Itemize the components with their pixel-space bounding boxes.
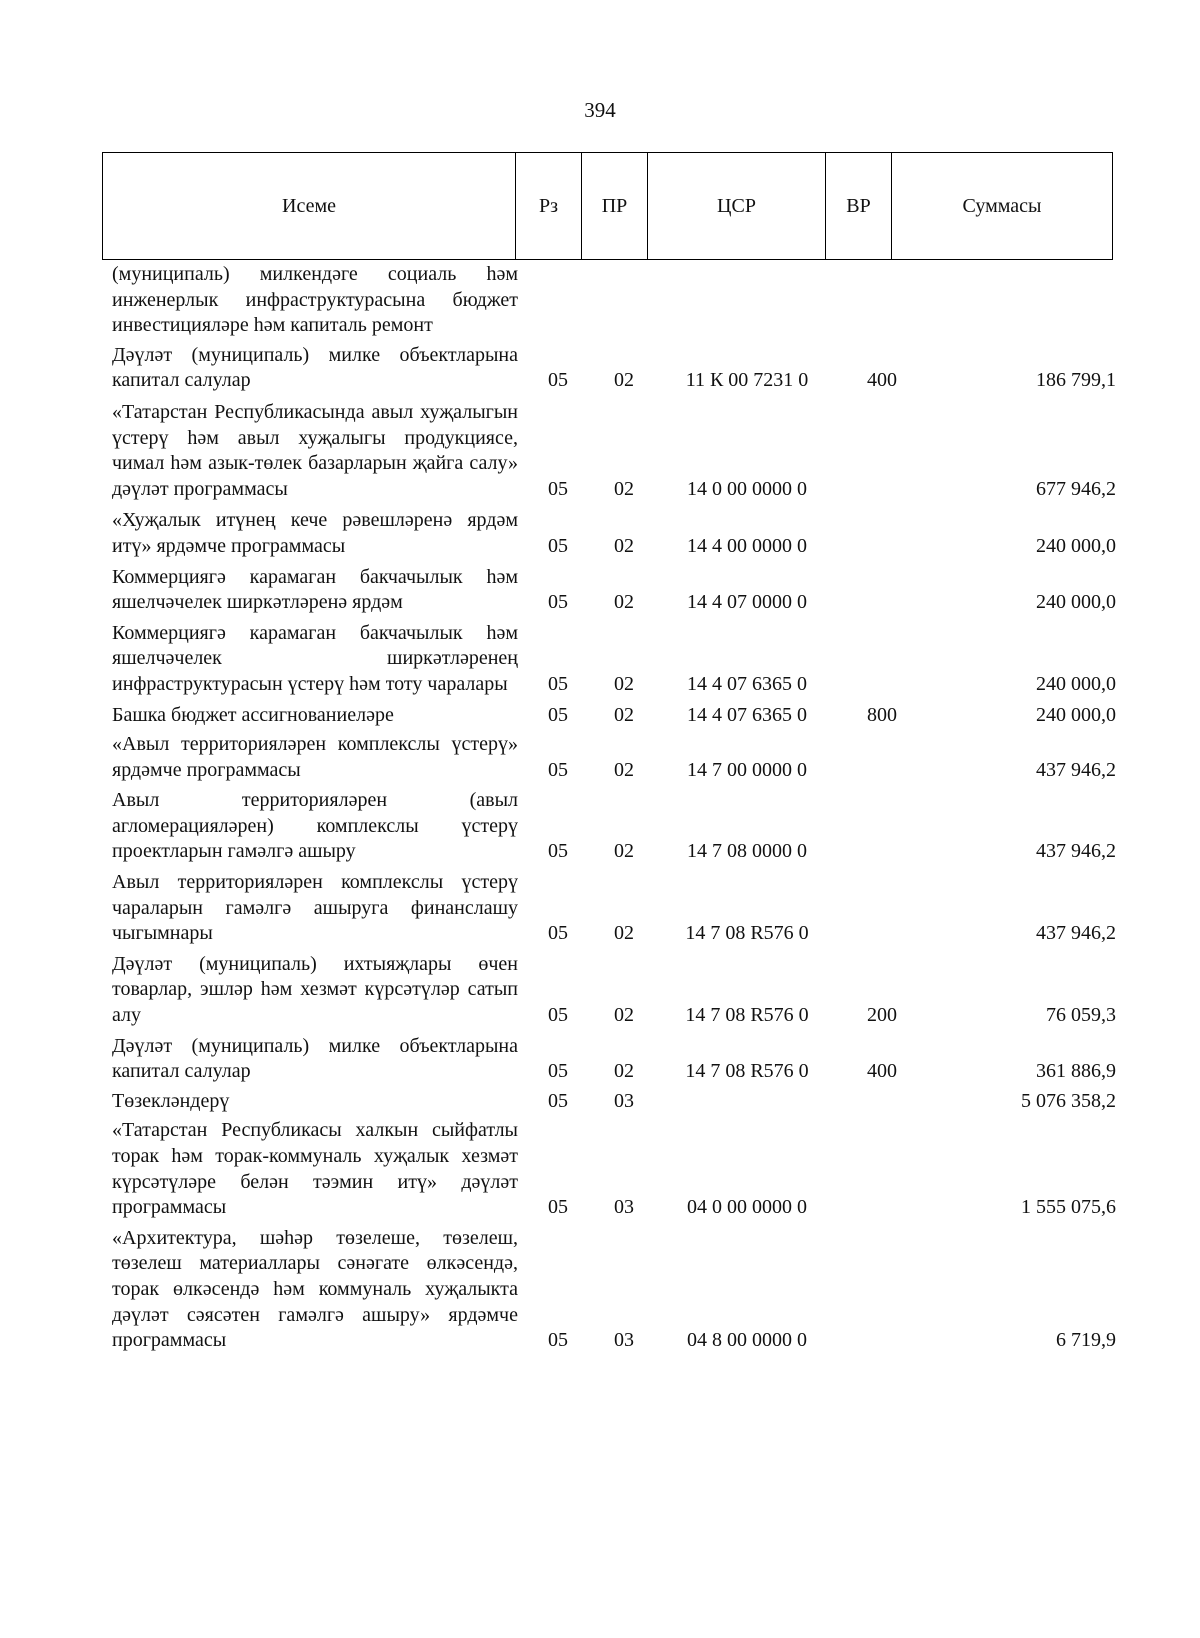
row-sum: 186 799,1 <box>1036 369 1116 392</box>
row-name: «Авыл территорияләрен комплекслы үстерү» ярдәмче программасы <box>112 733 518 781</box>
table-row <box>0 262 1200 339</box>
header-name: Исеме <box>103 153 516 260</box>
row-csr: 04 8 00 0000 0 <box>687 1329 807 1352</box>
row-pr: 02 <box>614 703 634 726</box>
row-rz: 05 <box>548 1089 568 1112</box>
row-csr: 14 4 07 6365 0 <box>687 703 807 726</box>
table-row <box>0 870 1200 947</box>
header-sum: Суммасы <box>892 153 1113 260</box>
row-csr: 14 7 08 R576 0 <box>685 1004 809 1027</box>
row-pr: 02 <box>614 1060 634 1083</box>
row-name: Авыл территорияләрен (авыл агломерацияләрен) комплекслы үстерү проектларын гамәлгә ашыру <box>112 789 518 863</box>
row-vr: 400 <box>867 1060 897 1083</box>
row-sum: 437 946,2 <box>1036 922 1116 945</box>
row-pr: 02 <box>614 840 634 863</box>
table-row <box>0 1034 1200 1085</box>
row-sum: 240 000,0 <box>1036 591 1116 614</box>
row-name: «Хуҗалык итүнең кече рәвешләренә ярдәм итү» ярдәмче программасы <box>112 509 518 557</box>
row-vr: 200 <box>867 1004 897 1027</box>
row-name: Башка бюджет ассигнованиеләре <box>112 703 394 726</box>
row-pr: 02 <box>614 922 634 945</box>
row-csr: 04 0 00 0000 0 <box>687 1196 807 1219</box>
row-sum: 437 946,2 <box>1036 840 1116 863</box>
row-pr: 02 <box>614 534 634 557</box>
row-sum: 1 555 075,6 <box>1021 1196 1116 1219</box>
row-name: «Архитектура, шәһәр төзелеше, төзелеш, төзелеш материаллары сәнәгате өлкәсендә, торак өлкәсендә һәм коммуналь хуҗалыкта дәүләт сәясәтен гамәлгә ашыру» ярдәмче программасы <box>112 1226 518 1352</box>
row-csr: 14 7 08 R576 0 <box>685 922 809 945</box>
row-rz: 05 <box>548 672 568 695</box>
table-row <box>0 952 1200 1029</box>
row-csr: 14 7 08 R576 0 <box>685 1060 809 1083</box>
row-name: Авыл территорияләрен комплекслы үстерү чараларын гамәлгә ашыруга финанслашу чыгымнары <box>112 871 518 945</box>
row-pr: 03 <box>614 1329 634 1352</box>
row-rz: 05 <box>548 1060 568 1083</box>
row-sum: 76 059,3 <box>1046 1004 1116 1027</box>
row-name: «Татарстан Республикасында авыл хуҗалыгын үстерү һәм авыл хуҗалыгы продукциясе, чимал һәм азык-төлек базарларын җайга салу» дәүләт программасы <box>112 400 518 500</box>
row-csr: 14 0 00 0000 0 <box>687 477 807 500</box>
row-vr: 800 <box>867 703 897 726</box>
row-csr: 14 4 07 0000 0 <box>687 591 807 614</box>
row-sum: 361 886,9 <box>1036 1060 1116 1083</box>
row-csr: 11 К 00 7231 0 <box>685 369 809 392</box>
table-row <box>0 1226 1200 1354</box>
row-name: Дәүләт (муниципаль) ихтыяҗлары өчен товарлар, эшләр һәм хезмәт күрсәтүләр сатып алу <box>112 952 518 1027</box>
table-row <box>0 703 1200 729</box>
row-sum: 5 076 358,2 <box>1021 1089 1116 1112</box>
row-rz: 05 <box>548 758 568 781</box>
row-pr: 03 <box>614 1196 634 1219</box>
header-csr: ЦСР <box>648 153 826 260</box>
row-name: Коммерциягә карамаган бакчачылык һәм яшелчәчелек ширкәтләренә ярдәм <box>112 565 518 614</box>
row-rz: 05 <box>548 1329 568 1352</box>
header-pr: ПР <box>582 153 648 260</box>
row-csr: 14 4 07 6365 0 <box>687 672 807 695</box>
row-name: «Татарстан Республикасы халкын сыйфатлы торак һәм торак-коммуналь хуҗалык хезмәт күрсәтүләре белән тәэмин итү» дәүләт программасы <box>112 1119 518 1219</box>
row-rz: 05 <box>548 477 568 500</box>
row-sum: 6 719,9 <box>1056 1329 1116 1352</box>
row-rz: 05 <box>548 369 568 392</box>
table-row <box>0 508 1200 559</box>
row-name: Дәүләт (муниципаль) милке объектларына капитал салулар <box>112 343 518 392</box>
table-row <box>0 1089 1200 1115</box>
table-row <box>0 621 1200 698</box>
table-header <box>102 152 1113 260</box>
table-row <box>0 343 1200 394</box>
header-rz: Рз <box>516 153 582 260</box>
row-rz: 05 <box>548 703 568 726</box>
row-csr: 14 4 00 0000 0 <box>687 534 807 557</box>
row-sum: 240 000,0 <box>1036 672 1116 695</box>
row-rz: 05 <box>548 922 568 945</box>
row-rz: 05 <box>548 840 568 863</box>
row-pr: 03 <box>614 1089 634 1112</box>
table-row <box>0 1118 1200 1220</box>
table-row <box>0 565 1200 616</box>
row-pr: 02 <box>614 477 634 500</box>
row-sum: 240 000,0 <box>1036 534 1116 557</box>
row-pr: 02 <box>614 1004 634 1027</box>
row-name: (муниципаль) милкендәге социаль һәм инженерлык инфраструктурасына бюджет инвестицияләре һәм капиталь ремонт <box>112 263 518 337</box>
row-csr: 14 7 08 0000 0 <box>687 840 807 863</box>
row-name: Төзекләндерү <box>112 1089 230 1112</box>
row-rz: 05 <box>548 534 568 557</box>
row-pr: 02 <box>614 758 634 781</box>
row-sum: 677 946,2 <box>1036 477 1116 500</box>
table-body <box>0 262 1200 1354</box>
row-name: Дәүләт (муниципаль) милке объектларына капитал салулар <box>112 1034 518 1083</box>
table-row <box>0 400 1200 502</box>
row-pr: 02 <box>614 672 634 695</box>
page-number: 394 <box>584 98 616 122</box>
row-name: Коммерциягә карамаган бакчачылык һәм яшелчәчелек ширкәтләренең инфраструктурасын үстерү һәм тоту чаралары <box>112 621 518 695</box>
row-sum: 437 946,2 <box>1036 758 1116 781</box>
row-pr: 02 <box>614 369 634 392</box>
row-rz: 05 <box>548 1004 568 1027</box>
table-row <box>0 732 1200 783</box>
row-vr: 400 <box>867 369 897 392</box>
row-sum: 240 000,0 <box>1036 703 1116 726</box>
row-pr: 02 <box>614 591 634 614</box>
row-rz: 05 <box>548 1196 568 1219</box>
table-row <box>0 788 1200 865</box>
row-csr: 14 7 00 0000 0 <box>687 758 807 781</box>
row-rz: 05 <box>548 591 568 614</box>
header-vr: ВР <box>826 153 892 260</box>
